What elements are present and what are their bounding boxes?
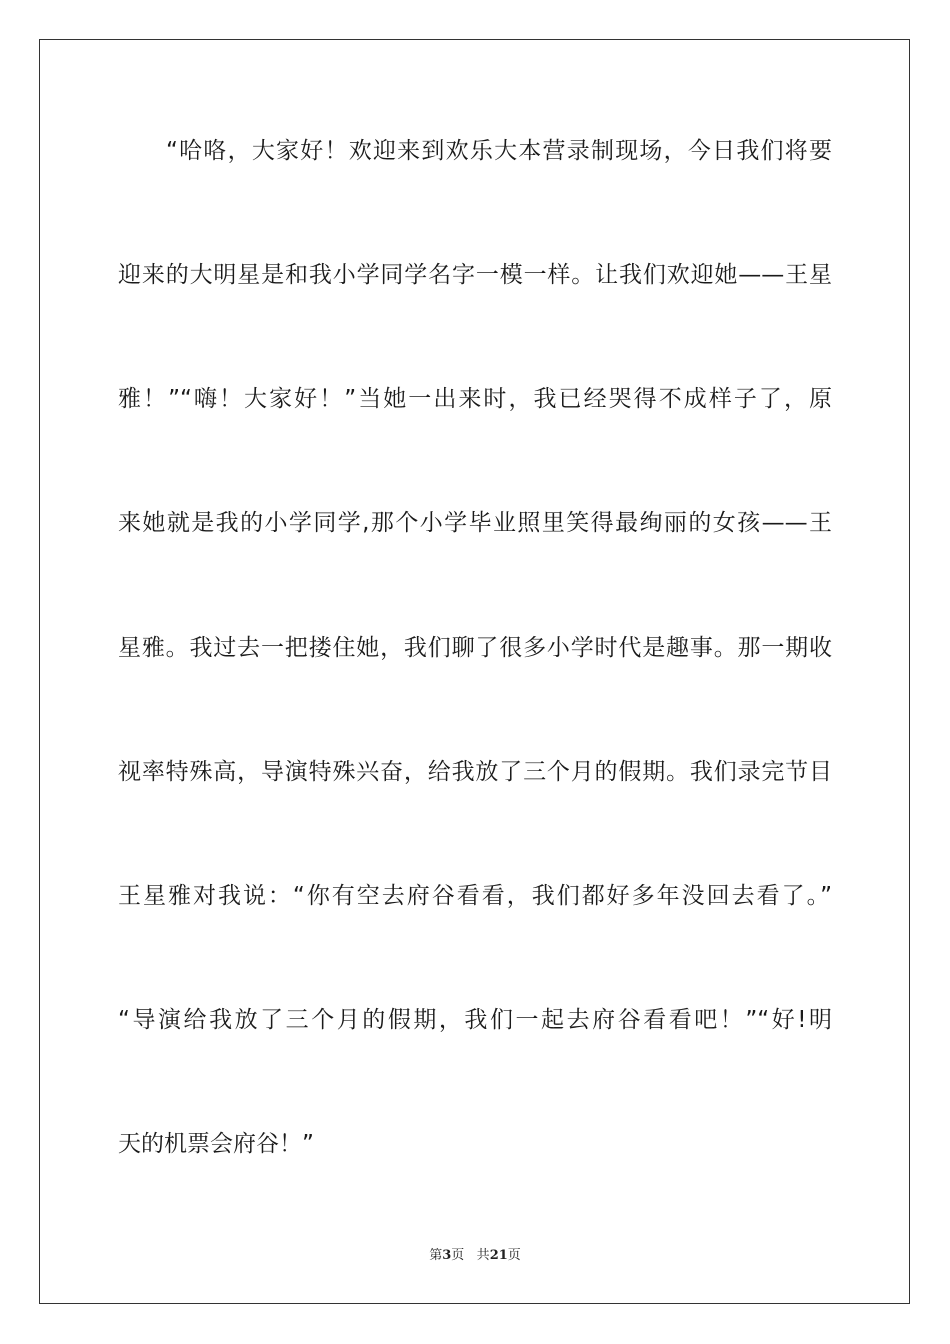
text-line-6: 视率特殊高，导演特殊兴奋，给我放了三个月的假期。我们录完节目 (118, 759, 832, 785)
page-border (39, 39, 910, 1304)
text-line-7: 王星雅对我说：“你有空去府谷看看，我们都好多年没回去看了。” (118, 883, 832, 909)
page-footer (0, 1247, 950, 1265)
text-line-8: “导演给我放了三个月的假期，我们一起去府谷看看吧！”“好!明 (118, 1007, 832, 1033)
page-prefix: 第 (429, 1248, 443, 1263)
text-line-3: 雅！”“嗨！大家好！”当她一出来时，我已经哭得不成样子了，原 (118, 386, 832, 412)
total-pages: 21 (489, 1248, 508, 1263)
text-line-4: 来她就是我的小学同学,那个小学毕业照里笑得最绚丽的女孩——王 (118, 510, 832, 536)
page-number: 3 (442, 1248, 452, 1263)
total-prefix: 共 (476, 1248, 490, 1263)
text-line-5: 星雅。我过去一把搂住她，我们聊了很多小学时代是趣事。那一期收 (118, 635, 832, 661)
text-line-2: 迎来的大明星是和我小学同学名字一模一样。让我们欢迎她——王星 (118, 262, 832, 288)
page-suffix: 页 (451, 1248, 465, 1263)
text-line-9: 天的机票会府谷！” (118, 1131, 314, 1157)
total-suffix: 页 (507, 1248, 521, 1263)
text-line-1: “哈咯，大家好！欢迎来到欢乐大本营录制现场，今日我们将要 (166, 138, 832, 164)
